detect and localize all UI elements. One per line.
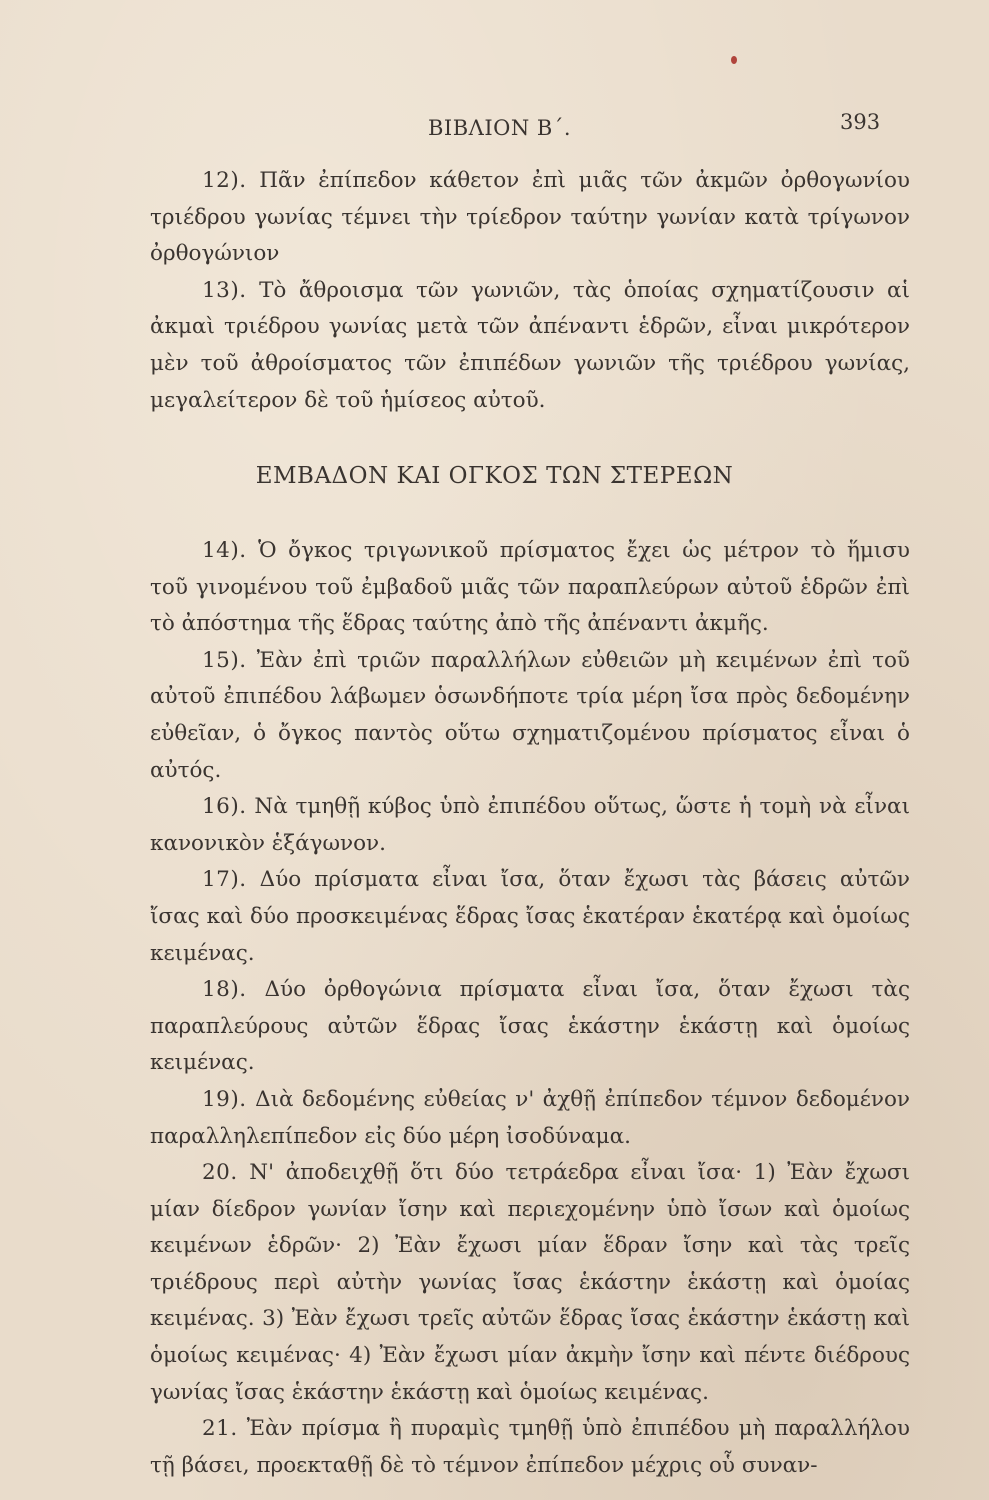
exercise-number: 16). [202,794,247,820]
exercise-text: Ὁ ὄγκος τριγωνικοῦ πρίσματος ἔχει ὡς μέτρον τὸ ἥμισυ τοῦ γινομένου τοῦ ἐμβαδοῦ μιᾶς τῶν παραπλεύρων αὐτοῦ ἑδρῶν ἐπὶ τὸ ἀπόστημα τῆς ἕδρας ταύτης ἀπὸ τῆς ἀπέναντι ἀκμῆς. [150,538,910,637]
page-number: 393 [840,110,881,134]
exercise-number: 13). [202,277,247,303]
ink-spot [731,56,737,64]
exercise-paragraph [150,273,910,419]
exercise-text: Δύο ὀρθογώνια πρίσματα εἶναι ἴσα, ὅταν ἔχωσι τὰς παραπλεύρους αὐτῶν ἕδρας ἴσας ἑκάστην ἑκάστῃ καὶ ὁμοίως κειμένας. [150,977,910,1076]
exercise-paragraph [150,1082,910,1155]
section-heading: ΕΜΒΑΔΟΝ ΚΑΙ ΟΓΚΟΣ ΤΩΝ ΣΤΕΡΕΩΝ [255,463,734,489]
exercise-block-after-heading [150,533,910,1484]
exercise-paragraph [150,643,910,789]
exercise-number: 21. [202,1416,238,1442]
exercise-number: 20. [202,1160,238,1186]
exercise-number: 14). [202,538,247,563]
exercise-text: Πᾶν ἐπίπεδον κάθετον ἐπὶ μιᾶς τῶν ἀκμῶν ὀρθογωνίου τριέδρου γωνίας τέμνει τὴν τρίεδρον ταύτην γωνίαν κατὰ τρίγωνον ὀρθογώνιον [150,168,910,267]
running-header [0,110,989,150]
exercise-number: 12). [202,168,247,193]
exercise-paragraph [150,972,910,1082]
exercise-text: Ἐὰν πρίσμα ἢ πυραμὶς τμηθῇ ὑπὸ ἐπιπέδου μὴ παραλλήλου τῇ βάσει, προεκταθῇ δὲ τὸ τέμνον ἐπίπεδον μέχρις οὗ συναν- [150,1416,910,1478]
exercise-paragraph [150,789,910,862]
exercise-paragraph [150,862,910,972]
exercise-number: 15). [202,647,247,673]
exercise-text: Τὸ ἄθροισμα τῶν γωνιῶν, τὰς ὁποίας σχηματίζουσιν αἱ ἀκμαὶ τριέδρου γωνίας μετὰ τῶν ἀπέναντι ἑδρῶν, εἶναι μικρότερον μὲν τοῦ ἀθροίσματος τῶν ἐπιπέδων γωνιῶν τῆς τριέδρου γωνίας, μεγαλείτερον δὲ τοῦ ἡμίσεος αὐτοῦ. [150,277,910,413]
running-title: ΒΙΒΛΙΟΝ Β΄. [428,116,571,140]
exercise-block-before-heading [150,163,910,419]
exercise-number: 17). [202,867,247,893]
exercise-paragraph [150,163,910,273]
exercise-paragraph [150,1411,910,1484]
exercise-text: Ν' ἀποδειχθῇ ὅτι δύο τετράεδρα εἶναι ἴσα· 1) Ἐὰν ἔχωσι μίαν δίεδρον γωνίαν ἴσην καὶ περιεχομένην ὑπὸ ἴσων καὶ ὁμοίως κειμένων ἑδρῶν· 2) Ἐὰν ἔχωσι μίαν ἕδραν ἴσην καὶ τὰς τρεῖς τριέδρους περὶ αὐτὴν γωνίας ἴσας ἑκάστην ἑκάστῃ καὶ ὁμοίας κειμένας. 3) Ἐὰν ἔχωσι τρεῖς αὐτῶν ἕδρας ἴσας ἑκάστην ἑκάστῃ καὶ ὁμοίως κειμένας· 4) Ἐὰν ἔχωσι μίαν ἀκμὴν ἴσην καὶ πέντε διέδρους γωνίας ἴσας ἑκάστην ἑκάστῃ καὶ ὁμοίως κειμένας. [150,1160,910,1405]
exercise-text: Διὰ δεδομένης εὐθείας ν' ἀχθῇ ἐπίπεδον τέμνον δεδομένον παραλληλεπίπεδον εἰς δύο μέρη ἰσοδύναμα. [150,1086,911,1149]
exercise-paragraph [150,1155,910,1411]
exercise-text: Δύο πρίσματα εἶναι ἴσα, ὅταν ἔχωσι τὰς βάσεις αὐτῶν ἴσας καὶ δύο προσκειμένας ἕδρας ἴσας ἑκατέραν ἑκατέρᾳ καὶ ὁμοίως κειμένας. [150,867,910,966]
exercise-text: Νὰ τμηθῇ κύβος ὑπὸ ἐπιπέδου οὕτως, ὥστε ἡ τομὴ νὰ εἶναι κανονικὸν ἑξάγωνον. [150,794,910,856]
exercise-text: Ἐὰν ἐπὶ τριῶν παραλλήλων εὐθειῶν μὴ κειμένων ἐπὶ τοῦ αὐτοῦ ἐπιπέδου λάβωμεν ὁσωνδήποτε τρία μέρη ἴσα πρὸς δεδομένην εὐθεῖαν, ὁ ὄγκος παντὸς οὕτω σχηματιζομένου πρίσματος εἶναι ὁ αὐτός. [150,647,910,783]
exercise-number: 18). [202,977,247,1003]
exercise-paragraph [150,533,910,643]
exercise-number: 19). [202,1086,247,1112]
